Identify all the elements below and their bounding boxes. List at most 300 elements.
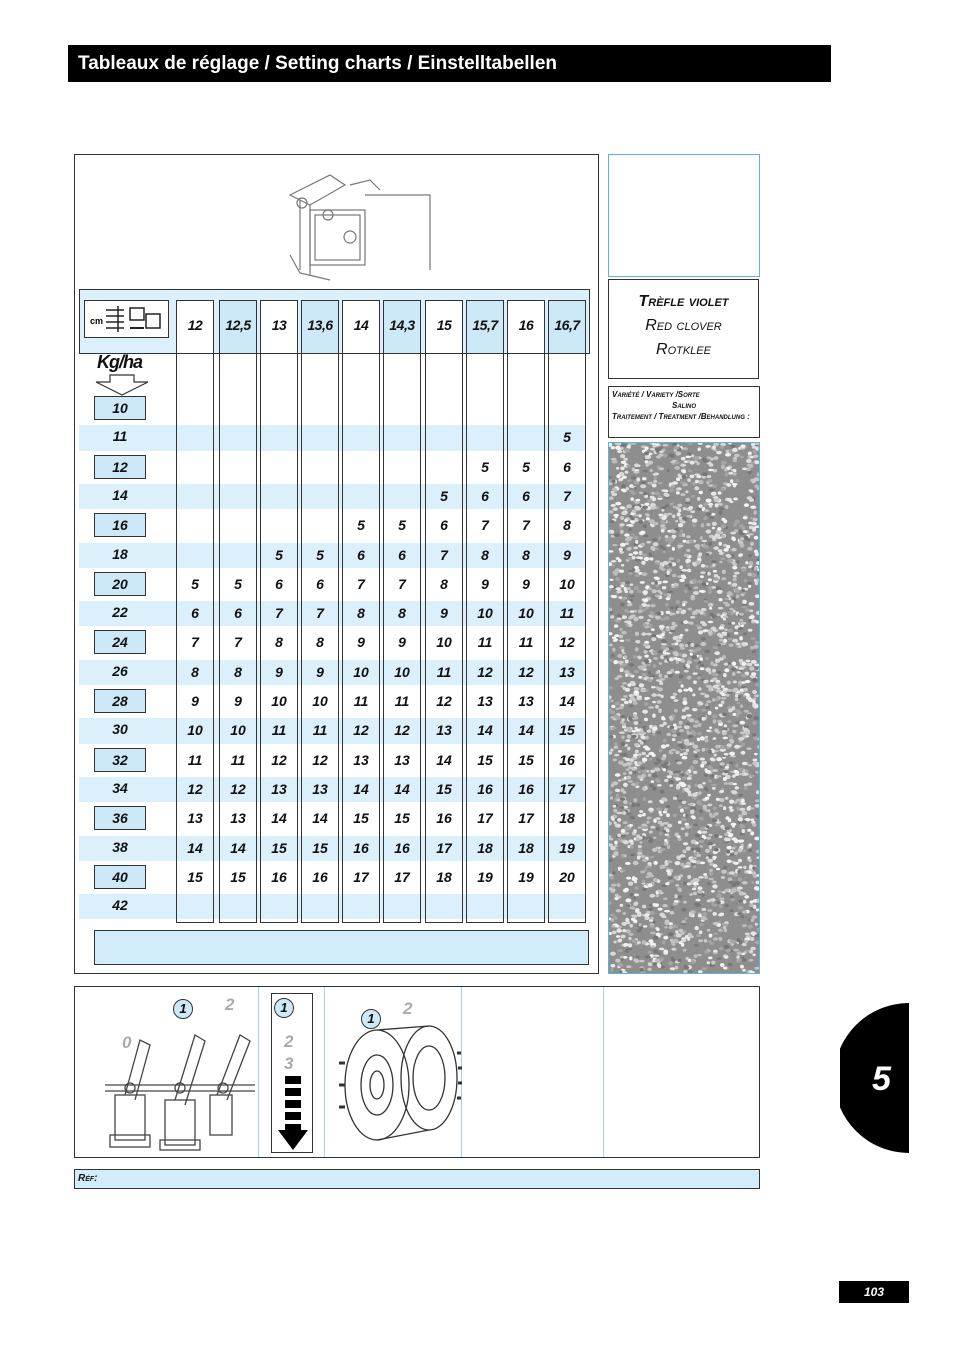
seed-grain <box>732 837 737 841</box>
seed-grain <box>712 880 717 883</box>
seed-grain <box>704 509 709 512</box>
seed-grain <box>711 758 716 761</box>
seed-grain <box>659 748 663 752</box>
seed-grain <box>751 522 757 526</box>
setting-value: 17 <box>436 839 452 856</box>
setting-value: 10 <box>477 605 493 622</box>
seed-grain <box>711 961 715 965</box>
seed-grain <box>679 579 685 583</box>
seed-grain <box>667 591 673 594</box>
seed-grain <box>728 638 733 640</box>
seed-grain <box>668 961 673 965</box>
seed-grain <box>673 773 679 777</box>
seed-grain <box>634 463 639 467</box>
lever-position-1: 1 <box>173 999 193 1019</box>
seed-grain <box>747 468 751 471</box>
seed-grain <box>637 477 641 481</box>
rate-cell: 14 <box>112 486 128 503</box>
seed-grain <box>729 761 734 764</box>
seed-grain <box>625 918 629 922</box>
seed-grain <box>635 908 639 911</box>
wheel-position-1: 1 <box>361 1009 381 1029</box>
seed-grain <box>616 467 619 470</box>
setting-value: 17 <box>518 810 534 827</box>
seed-grain <box>742 820 747 823</box>
seed-grain <box>753 698 756 701</box>
seed-grain <box>752 450 757 454</box>
seed-grain <box>683 930 686 933</box>
seed-grain <box>670 626 675 630</box>
seed-grain <box>694 944 698 947</box>
seed-grain <box>747 582 753 585</box>
seed-grain <box>649 624 653 628</box>
seed-grain <box>719 561 722 564</box>
seed-grain <box>611 458 617 461</box>
seed-grain <box>629 484 633 488</box>
setting-header: 13,6 <box>302 301 338 353</box>
seed-grain <box>652 538 657 541</box>
seed-grain <box>610 749 614 752</box>
seed-grain <box>635 540 638 544</box>
seed-grain <box>631 735 636 738</box>
seed-grain <box>685 490 688 493</box>
seed-grain <box>722 891 725 894</box>
seed-grain <box>742 849 746 852</box>
seed-grain <box>659 545 663 548</box>
seed-grain <box>648 839 653 843</box>
seed-grain <box>744 895 749 899</box>
seed-grain <box>656 671 660 674</box>
seed-grain <box>621 484 625 488</box>
seed-grain <box>750 937 754 941</box>
seed-grain <box>754 510 757 514</box>
setting-header: 16,7 <box>549 301 585 353</box>
seed-grain <box>750 931 756 935</box>
seed-grain <box>732 566 737 570</box>
seed-grain <box>719 531 723 534</box>
seed-grain <box>673 939 678 943</box>
seed-grain <box>731 847 735 850</box>
seed-grain <box>756 611 759 615</box>
seed-grain <box>665 603 668 607</box>
seed-grain <box>627 557 633 560</box>
setting-value: 5 <box>357 517 365 534</box>
setting-value: 13 <box>353 751 369 768</box>
seed-grain <box>669 716 673 720</box>
seed-grain <box>733 783 737 785</box>
seed-grain <box>743 633 747 636</box>
seed-grain <box>621 489 626 492</box>
seed-grain <box>678 888 682 892</box>
seed-grain <box>740 965 744 969</box>
seed-grain <box>652 497 656 501</box>
seed-grain <box>691 815 695 818</box>
seed-grain <box>710 898 715 902</box>
seed-grain <box>659 682 663 685</box>
seed-grain <box>676 639 681 642</box>
seed-grain <box>692 857 697 860</box>
seed-grain <box>609 550 613 553</box>
seed-grain <box>697 732 702 735</box>
seed-grain <box>693 892 698 895</box>
seed-grain <box>721 697 726 700</box>
seed-grain <box>658 662 662 665</box>
seed-grain <box>666 628 670 631</box>
seed-grain <box>610 914 615 917</box>
seed-grain <box>715 824 721 827</box>
seed-grain <box>737 913 741 915</box>
seed-grain <box>660 822 665 826</box>
seed-grain <box>720 790 724 793</box>
seed-grain <box>648 939 653 943</box>
seed-grain <box>687 882 692 885</box>
seed-grain <box>688 959 692 962</box>
seed-grain <box>626 487 629 490</box>
seed-grain <box>688 586 692 590</box>
seed-grain <box>620 715 626 718</box>
seed-grain <box>719 835 723 838</box>
seed-grain <box>717 720 722 723</box>
seed-grain <box>673 583 678 586</box>
seed-grain <box>678 653 682 656</box>
seed-grain <box>754 804 759 808</box>
seed-grain <box>620 835 626 837</box>
seed-grain <box>622 582 625 585</box>
seed-grain <box>703 629 709 632</box>
seed-grain <box>693 659 699 662</box>
seed-grain <box>649 810 652 812</box>
seed-grain <box>704 876 708 879</box>
seed-grain <box>612 727 617 730</box>
seed-grain <box>696 475 701 478</box>
seed-grain <box>629 933 634 936</box>
seed-grain <box>650 469 653 472</box>
seed-grain <box>634 743 640 746</box>
setting-value: 13 <box>559 663 575 680</box>
seed-grain <box>737 951 742 955</box>
seed-grain <box>748 629 753 632</box>
setting-value: 7 <box>316 605 324 622</box>
seed-grain <box>678 838 682 841</box>
seed-grain <box>716 690 722 693</box>
seed-grain <box>685 832 689 836</box>
seed-grain <box>698 480 704 484</box>
seed-grain <box>615 773 621 776</box>
gearbox-position-indicator <box>271 993 313 1153</box>
seed-grain <box>661 646 667 649</box>
seed-grain <box>754 886 759 890</box>
seed-grain <box>735 520 740 524</box>
seed-grain <box>744 579 748 583</box>
seed-grain <box>739 553 743 556</box>
seed-grain <box>701 916 707 920</box>
seed-grain <box>723 777 727 781</box>
seed-grain <box>668 563 672 566</box>
seed-grain <box>732 483 738 486</box>
setting-value: 18 <box>436 868 452 885</box>
seed-grain <box>721 685 725 688</box>
setting-value: 10 <box>312 693 328 709</box>
seed-grain <box>733 680 737 683</box>
seed-grain <box>639 551 643 555</box>
seed-grain <box>613 514 619 517</box>
seed-grain <box>706 856 709 859</box>
seed-grain <box>664 842 668 845</box>
seed-grain <box>620 603 624 607</box>
seed-grain <box>639 605 643 609</box>
setting-value: 11 <box>394 693 410 709</box>
seed-grain <box>629 590 634 594</box>
rate-cell: 36 <box>94 806 146 830</box>
seed-grain <box>700 693 706 696</box>
seed-grain <box>748 925 754 929</box>
seed-grain <box>678 689 683 693</box>
seed-grain <box>672 734 677 737</box>
seed-grain <box>625 739 630 742</box>
seed-grain <box>610 964 615 968</box>
seed-grain <box>754 567 758 571</box>
seed-grain <box>694 754 698 758</box>
seed-grain <box>669 657 674 661</box>
seed-grain <box>742 762 748 766</box>
seed-grain <box>731 667 736 670</box>
seed-grain <box>747 856 750 859</box>
seed-grain <box>621 698 627 700</box>
setting-value: 6 <box>316 575 324 592</box>
seed-grain <box>612 595 618 598</box>
seed-grain <box>679 565 683 569</box>
seed-grain <box>679 721 683 725</box>
seed-grain <box>738 848 743 852</box>
seed-grain <box>635 959 640 963</box>
seed-grain <box>634 506 640 510</box>
seed-grain <box>645 503 650 506</box>
seed-grain <box>632 467 636 471</box>
seed-grain <box>707 929 710 932</box>
seed-grain <box>748 452 752 456</box>
setting-value: 13 <box>477 693 493 709</box>
seed-grain <box>611 446 615 449</box>
seed-grain <box>653 445 657 448</box>
seed-grain <box>648 706 654 709</box>
reference-field: Réf: <box>74 1169 760 1189</box>
seed-grain <box>637 761 642 765</box>
seed-grain <box>698 970 703 973</box>
seed-grain <box>703 545 709 549</box>
setting-value: 9 <box>275 663 283 680</box>
seed-grain <box>690 495 695 498</box>
seed-grain <box>669 784 673 787</box>
seed-grain <box>690 622 694 625</box>
seed-grain <box>673 814 677 817</box>
seed-grain <box>713 484 717 487</box>
seed-grain <box>722 570 726 574</box>
seed-grain <box>739 636 743 640</box>
seed-grain <box>670 630 676 633</box>
seed-grain <box>685 664 689 668</box>
seed-grain <box>679 729 684 732</box>
setting-value: 12 <box>394 722 410 739</box>
setting-value: 12 <box>271 751 287 768</box>
seed-grain <box>633 551 638 554</box>
lever-illustration <box>105 1005 255 1155</box>
seed-grain <box>708 779 712 782</box>
seed-grain <box>744 787 748 790</box>
seed-grain <box>675 520 678 523</box>
seed-grain <box>712 904 718 907</box>
seed-grain <box>637 941 641 944</box>
seed-grain <box>706 825 710 828</box>
seed-grain <box>712 677 717 680</box>
setting-value: 15 <box>518 751 534 768</box>
seed-grain <box>618 750 622 753</box>
seed-grain <box>651 637 656 641</box>
unit-label: Kg/ha <box>97 352 143 372</box>
seed-grain <box>728 593 734 596</box>
seed-grain <box>682 576 686 580</box>
seed-grain <box>707 804 712 807</box>
seed-grain <box>699 809 702 813</box>
seed-grain <box>659 592 662 595</box>
seed-grain <box>620 506 625 509</box>
seed-grain <box>742 606 748 609</box>
seed-grain <box>729 608 734 611</box>
seed-grain <box>742 829 746 833</box>
setting-value: 15 <box>312 839 328 856</box>
seed-grain <box>700 736 705 740</box>
seed-grain <box>709 463 714 467</box>
seed-grain <box>678 543 684 546</box>
seed-grain <box>708 469 714 471</box>
seed-grain <box>656 456 660 459</box>
seed-grain <box>686 498 690 502</box>
seed-grain <box>617 883 621 887</box>
seed-grain <box>688 460 691 463</box>
seed-grain <box>734 745 740 749</box>
setting-value: 19 <box>559 839 575 856</box>
seed-grain <box>725 472 729 476</box>
rate-cell: 18 <box>112 545 128 562</box>
seed-grain <box>735 643 740 646</box>
chapter-number: 5 <box>872 1060 891 1098</box>
seed-grain <box>748 533 754 535</box>
setting-value: 5 <box>234 575 242 592</box>
seed-grain <box>658 536 661 540</box>
seed-grain <box>733 862 739 865</box>
seed-grain <box>744 784 748 787</box>
seed-grain <box>738 737 744 741</box>
setting-value: 8 <box>440 575 448 592</box>
setting-value: 11 <box>312 722 328 739</box>
seed-grain <box>642 888 646 891</box>
seed-grain <box>672 948 676 951</box>
seed-grain <box>611 918 614 922</box>
seed-grain <box>756 908 759 911</box>
wheel-position-2: 2 <box>403 999 413 1018</box>
seed-grain <box>634 687 639 690</box>
rate-cell: 10 <box>94 396 146 420</box>
seed-grain <box>713 629 718 632</box>
seed-grain <box>713 719 717 723</box>
setting-value: 10 <box>518 605 534 622</box>
seed-grain <box>672 924 678 928</box>
seed-grain <box>609 695 612 699</box>
seed-grain <box>677 608 682 611</box>
seed-grain <box>668 932 674 936</box>
seed-grain <box>620 904 624 907</box>
seed-grain <box>712 787 716 790</box>
seed-grain <box>755 667 758 670</box>
seed-grain <box>647 968 652 971</box>
seed-grain <box>646 911 650 914</box>
seed-grain <box>676 933 682 937</box>
seed-grain <box>667 671 672 674</box>
seed-grain <box>706 512 711 516</box>
seed-grain <box>672 515 675 519</box>
seed-grain <box>627 479 631 482</box>
seed-grain <box>633 714 637 717</box>
seed-grain <box>750 819 754 821</box>
seed-grain <box>614 746 619 749</box>
seed-grain <box>739 613 744 616</box>
seed-grain <box>675 751 679 755</box>
seed-grain <box>749 865 753 869</box>
seed-grain <box>699 923 704 926</box>
seed-grain <box>696 508 701 511</box>
seed-grain <box>687 875 691 879</box>
seed-grain <box>653 650 657 654</box>
seed-grain <box>735 786 739 789</box>
seed-grain <box>700 667 705 670</box>
seed-grain <box>621 855 624 858</box>
seed-grain <box>643 492 647 495</box>
seed-grain <box>649 784 654 787</box>
seed-grain <box>617 614 621 617</box>
seed-grain <box>697 676 702 680</box>
seed-grain <box>713 806 717 810</box>
seed-grain <box>709 607 712 610</box>
seed-grain <box>614 742 618 745</box>
seed-grain <box>685 629 689 632</box>
setting-value: 13 <box>436 722 452 739</box>
seed-grain <box>740 808 746 811</box>
seed-grain <box>705 849 710 853</box>
seed-grain <box>742 969 746 972</box>
seed-grain <box>693 732 697 736</box>
seed-grain <box>676 660 680 664</box>
setting-value: 14 <box>436 751 452 768</box>
seed-grain <box>610 716 614 719</box>
seed-grain <box>685 559 691 563</box>
seed-grain <box>702 831 708 834</box>
seed-grain <box>712 536 716 540</box>
seed-grain <box>693 724 698 727</box>
seed-grain <box>756 856 759 859</box>
seed-grain <box>685 456 691 459</box>
seed-grain <box>754 753 758 755</box>
seed-grain <box>656 817 661 820</box>
seed-grain <box>738 839 744 842</box>
seed-grain <box>694 612 698 615</box>
seed-grain <box>680 610 685 614</box>
seed-grain <box>691 840 696 844</box>
seed-grain <box>623 772 626 774</box>
seed-grain <box>703 873 707 876</box>
seed-grain <box>700 590 706 593</box>
seed-grain <box>674 466 680 470</box>
seed-grain <box>614 533 620 537</box>
seed-grain <box>676 487 682 490</box>
